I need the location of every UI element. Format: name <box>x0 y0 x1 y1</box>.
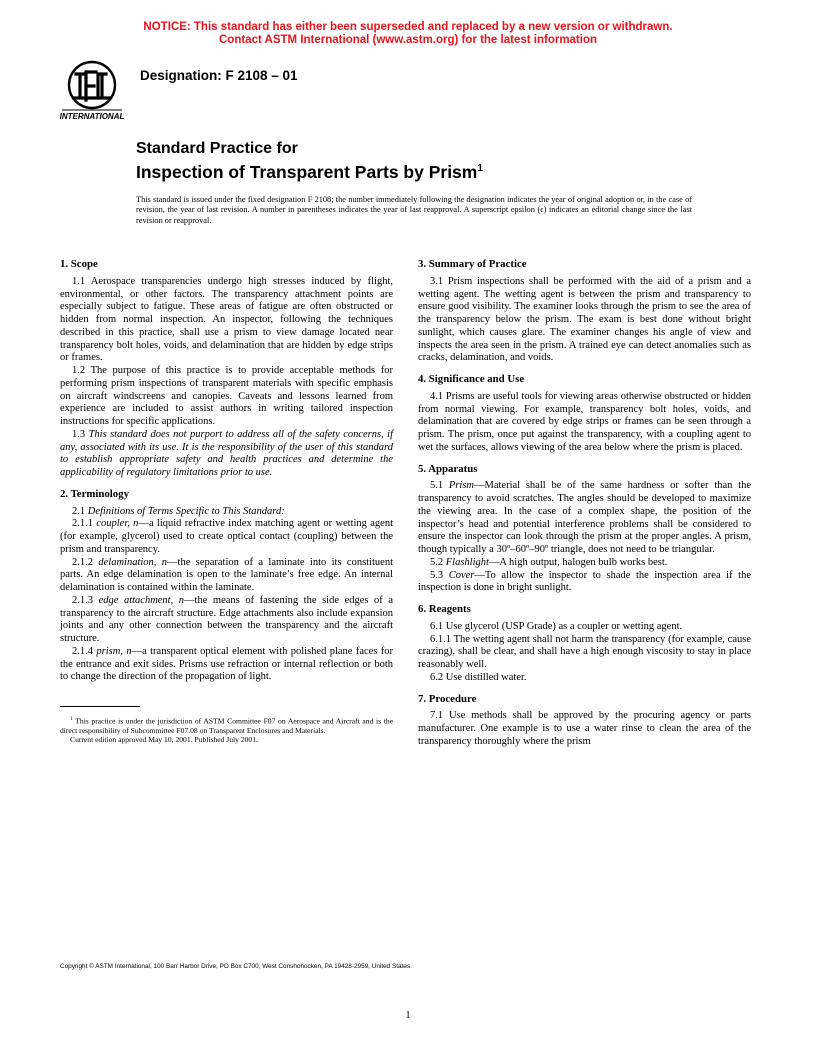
footnote-text: This practice is under the jurisdiction of ASTM Committee F07 on Aerospace and Aircraft and is the direct responsibility of Subcommittee F07.08 on Transparent Enclosures and Materials. <box>60 716 393 735</box>
withdrawal-notice <box>60 21 756 47</box>
paragraph-5-2 <box>418 557 751 570</box>
footnote-mark: 1 <box>70 716 73 722</box>
section-heading-significance: 4. Significance and Use <box>418 373 525 385</box>
section-heading-scope: 1. Scope <box>60 258 98 270</box>
definition-edge-attachment <box>60 595 393 646</box>
paragraph-4-1: 4.1 Prisms are useful tools for viewing areas otherwise obstructed or hidden from normal viewing. For example, transparency bolt holes, voids, and delamination that are covered by edge strips or frames can be seen through a prism. The prism, once put against the transparency, with a coupling agent to wet the surfaces, allows viewing of the area below where the prism is placed. <box>418 390 751 453</box>
astm-logo-mark <box>54 58 130 124</box>
paragraph-text: —A high output, halogen bulb works best. <box>488 556 668 568</box>
paragraph-text: —Material shall be of the same hardness or softer than the transparency to avoid scratches. The angles should be developed to maximize the viewing area. In the case of a complex shape, the position of the inspector’s head and potential interference problems shall be considered to ensure the inspector can look through the prism at the proper angles. A prism, though typically a 30º–60º–90º triangle, does not need to be triangular. <box>418 480 751 555</box>
paragraph-number: 2.1 <box>72 505 86 517</box>
term: Flashlight <box>445 556 489 568</box>
paragraph-1-3 <box>60 429 393 480</box>
copyright-line: Copyright © ASTM International, 100 Barr Harbor Drive, PO Box C700, West Conshohocken, PA 19428-2959, United States. <box>60 963 412 970</box>
title-line-1: Standard Practice for <box>136 140 298 157</box>
section-heading-apparatus: 5. Apparatus <box>418 462 478 475</box>
paragraph-number: 5.3 <box>430 569 444 581</box>
footnote-edition: Current edition approved May 10, 2001. Published July 2001. <box>70 735 258 745</box>
paragraph-6-1: 6.1 Use glycerol (USP Grade) as a coupler or wetting agent. <box>430 620 683 632</box>
definition-coupler <box>60 518 393 556</box>
term: coupler, n <box>96 518 139 530</box>
astm-logo <box>54 58 130 124</box>
footnote-divider <box>60 706 140 707</box>
term-definition: —a transparent optical element with polished plane faces for the entrance and exit sides. Prisms use refraction or internal reflection or both to change the direction of the propagation of light. <box>60 645 394 683</box>
definition-prism <box>60 646 393 684</box>
safety-caveat-text: This standard does not purport to address all of the safety concerns, if any, associated with its use. It is the responsibility of the user of this standard to establish appropriate safety and health practices and determine the applicability of regulatory limitations prior to use. <box>60 428 393 478</box>
designation: Designation: F 2108 – 01 <box>140 68 298 83</box>
paragraph-1-1: 1.1 Aerospace transparencies undergo high stresses induced by flight, environmental, or other factors. The transparency attachment points are especially subject to fatigue. These areas of fatigue are often obstructed or hidden from normal inspection. An inspector, following the techniques described in this practice, shall use a prism to view damage located near transparency bolt holes, voids, and delamination that are hidden by edge strips or frames. <box>60 275 393 364</box>
issued-statement: This standard is issued under the fixed designation F 2108; the number immediately following the designation indicates the year of original adoption or, in the case of revision, the year of last revision. A number in parentheses indicates the year of last reapproval. A superscript epsilon (ϵ) indicates an editorial change since the last revision or reapproval. <box>136 195 692 225</box>
paragraph-number: 1.3 <box>72 428 86 440</box>
section-heading-reagents: 6. Reagents <box>418 603 471 615</box>
term: Cover <box>448 569 475 581</box>
notice-line-1: NOTICE: This standard has either been superseded and replaced by a new version or withdrawn. <box>143 21 673 33</box>
section-heading-procedure: 7. Procedure <box>418 692 477 705</box>
paragraph-1-2: 1.2 The purpose of this practice is to provide acceptable methods for performing prism inspections of transparent materials with specific emphasis on aircraft windscreens and canopies. Caveats and lessons learned from experience are included to assist authors in writing tailored inspection instructions for specific applications. <box>60 365 393 427</box>
paragraph-number: 2.1.4 <box>72 645 93 657</box>
term: delamination, n <box>98 556 168 568</box>
paragraph-2-1 <box>60 506 393 519</box>
paragraph-6-1-1: 6.1.1 The wetting agent shall not harm the transparency (for example, cause crazing), shall be clear, and shall have a high enough viscosity to stay in place reasonably well. <box>418 633 751 670</box>
paragraph-5-1 <box>418 480 751 557</box>
paragraph-3-1: 3.1 Prism inspections shall be performed with the aid of a prism and a wetting agent. The wetting agent is between the prism and transparency to ensure good visibility. The examiner looks through the prism to see the area of the transparency below the prism. The exam is best done without bright sunlight, which causes glare. The examiner changes his angle of view and inspects the area seen in the prism. A trained eye can detect anomalies such as cracks, delamination, and voids. <box>418 275 751 364</box>
definitions-heading: Definitions of Terms Specific to This Standard: <box>87 505 285 517</box>
term: Prism <box>448 480 474 492</box>
notice-line-2: Contact ASTM International (www.astm.org) for the latest information <box>218 34 598 46</box>
paragraph-number: 5.1 <box>430 480 444 492</box>
paragraph-6-2: 6.2 Use distilled water. <box>430 671 527 683</box>
paragraph-text: —To allow the inspector to shade the inspection area if the inspection is done in bright sunlight. <box>418 569 751 594</box>
term-definition: —a liquid refractive index matching agent or wetting agent (for example, glycerol) used to create optical contact (coupling) between the prism and transparency. <box>60 518 393 555</box>
title-footnote-mark: 1 <box>477 163 483 174</box>
term: prism, n <box>96 645 132 657</box>
left-column <box>60 258 393 745</box>
logo-label: INTERNATIONAL <box>59 112 125 121</box>
term-definition: —the means of fastening the side edges of a transparency to the aircraft structure. Edge attachments also include expansion joints and any other connection between the transparency and the aircraft structure. <box>60 594 393 644</box>
term-definition: —the separation of a laminate into its constituent parts. An edge delamination is open to the laminate’s free edge. An internal delamination is contained within the laminate. <box>60 556 393 593</box>
paragraph-5-3 <box>418 570 751 596</box>
paragraph-number: 2.1.2 <box>72 556 93 568</box>
footnote <box>60 715 393 745</box>
definition-delamination <box>60 557 393 595</box>
term: edge attachment, n <box>98 594 185 606</box>
title-line-2: Inspection of Transparent Parts by Prism <box>136 161 478 182</box>
document-title <box>136 139 483 183</box>
right-column <box>418 258 751 749</box>
section-heading-terminology: 2. Terminology <box>60 487 129 500</box>
paragraph-7-1: 7.1 Use methods shall be approved by the procuring agency or parts manufacturer. One example is to use a water rinse to clean the area of the transparency thoroughly where the prism <box>418 710 751 747</box>
paragraph-number: 5.2 <box>430 556 444 568</box>
page-number: 1 <box>405 1010 411 1021</box>
paragraph-number: 2.1.3 <box>72 594 93 606</box>
paragraph-number: 2.1.1 <box>72 518 93 530</box>
section-heading-summary: 3. Summary of Practice <box>418 258 527 270</box>
